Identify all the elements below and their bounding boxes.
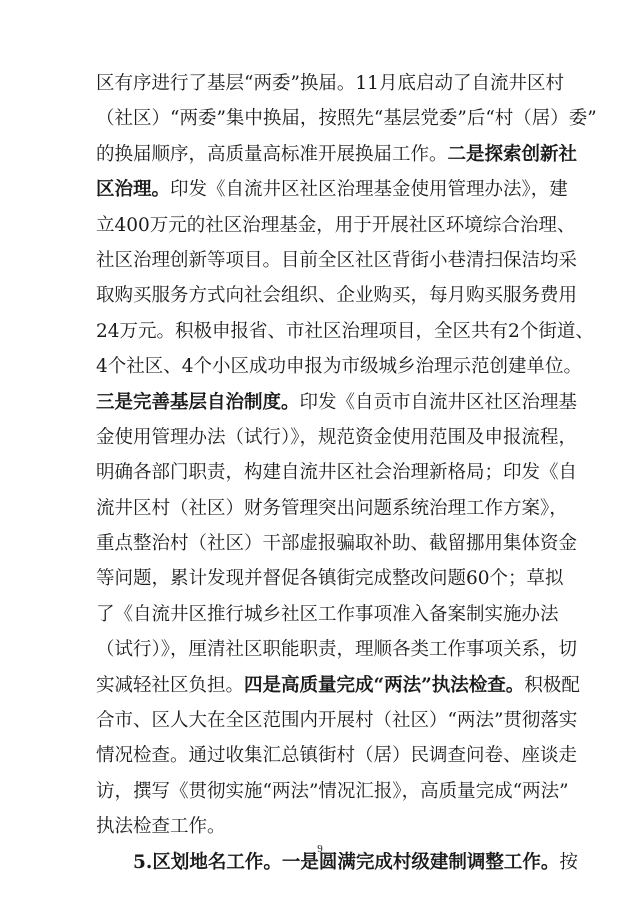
text-line (96, 420, 578, 455)
body-text-span: 金使用管理办法（试行）》，规范资金使用范围及申报流程， (96, 426, 578, 448)
body-text-span: 明确各部门职责，构建自流井区社会治理新格局；印发《自 (96, 462, 578, 484)
body-text-span: 的换届顺序，高质量高标准开展换届工作。 (96, 143, 448, 165)
text-line (96, 809, 546, 844)
body-text-span: 取购买服务方式向社会组织、企业购买，每月购买服务费用 (96, 285, 578, 307)
body-text-span: 合市、区人大在全区范围内开展村（社区）“两法”贯彻落实 (96, 710, 578, 732)
body-text-span: 访，撰写《贯彻实施“两法”情况汇报》，高质量完成“两法” (96, 780, 569, 802)
body-text-span: 印发《自流井区社区治理基金使用管理办法》，建 (170, 179, 568, 201)
text-line (96, 349, 583, 384)
text-line (96, 491, 568, 526)
text-line (96, 385, 578, 420)
page-number: 9 (317, 843, 323, 855)
body-text-span: （社区）“两委”集中换届，按照先“基层党委”后“村（居）委” (96, 108, 597, 130)
text-line (96, 526, 578, 561)
body-text-span: 区有序进行了基层“两委”换届。11月底启动了自流井区村 (96, 73, 564, 94)
text-line (96, 314, 594, 349)
body-text-span: 积极配 (524, 674, 580, 696)
body-text-span: 流井区村（社区）财务管理突出问题系统治理工作方案》， (96, 497, 568, 519)
bold-heading-text: 四是高质量完成“两法”执法检查。 (244, 674, 525, 696)
body-text-span: （试行）》，厘清社区职能职责，理顺各类工作事项关系，切 (96, 639, 578, 661)
body-text-span: 重点整治村（社区）干部虚报骗取补助、截留挪用集体资金 (96, 533, 578, 555)
text-line (96, 137, 578, 172)
bold-heading-text: 区治理。 (96, 179, 171, 201)
text-line (96, 243, 578, 278)
text-line (96, 561, 564, 596)
text-line (96, 597, 559, 632)
text-line (96, 172, 568, 207)
bold-heading-text: 二是探索创新社 (447, 143, 578, 165)
text-line (96, 774, 569, 809)
body-text-span: 立400万元的社区治理基金，用于开展社区环境综合治理、 (96, 214, 576, 236)
text-line (96, 703, 578, 738)
body-text-span: 执法检查工作。 (96, 816, 226, 838)
text-line (96, 208, 576, 243)
text-line (96, 278, 578, 313)
body-text-span: 4个社区、4个小区成功申报为市级城乡治理示范创建单位。 (96, 356, 583, 378)
text-line (96, 66, 564, 101)
body-text-span: 印发《自贡市自流井区社区治理基 (299, 391, 578, 413)
body-text-span: 实减轻社区负担。 (96, 674, 245, 696)
bold-heading-text: 5.区划地名工作。一是圆满完成村级建制调整工作。 (133, 851, 560, 873)
body-text-span: 社区治理创新等项目。目前全区社区背街小巷清扫保洁均采 (96, 249, 578, 271)
body-text (96, 66, 597, 880)
body-text-span: 按 (559, 851, 578, 873)
text-line (96, 738, 578, 773)
bold-heading-text: 三是完善基层自治制度。 (96, 391, 300, 413)
text-line (96, 668, 580, 703)
body-text-span: 情况检查。通过收集汇总镇街村（居）民调查问卷、座谈走 (96, 745, 578, 767)
text-line (96, 632, 578, 667)
body-text-span: 24万元。积极申报省、市社区治理项目，全区共有2个街道、 (96, 320, 594, 342)
body-text-span: 等问题，累计发现并督促各镇街完成整改问题60个；草拟 (96, 568, 564, 590)
text-line (96, 101, 597, 136)
body-text-span: 了《自流井区推行城乡社区工作事项准入备案制实施办法 (96, 603, 559, 625)
text-line (96, 455, 578, 490)
